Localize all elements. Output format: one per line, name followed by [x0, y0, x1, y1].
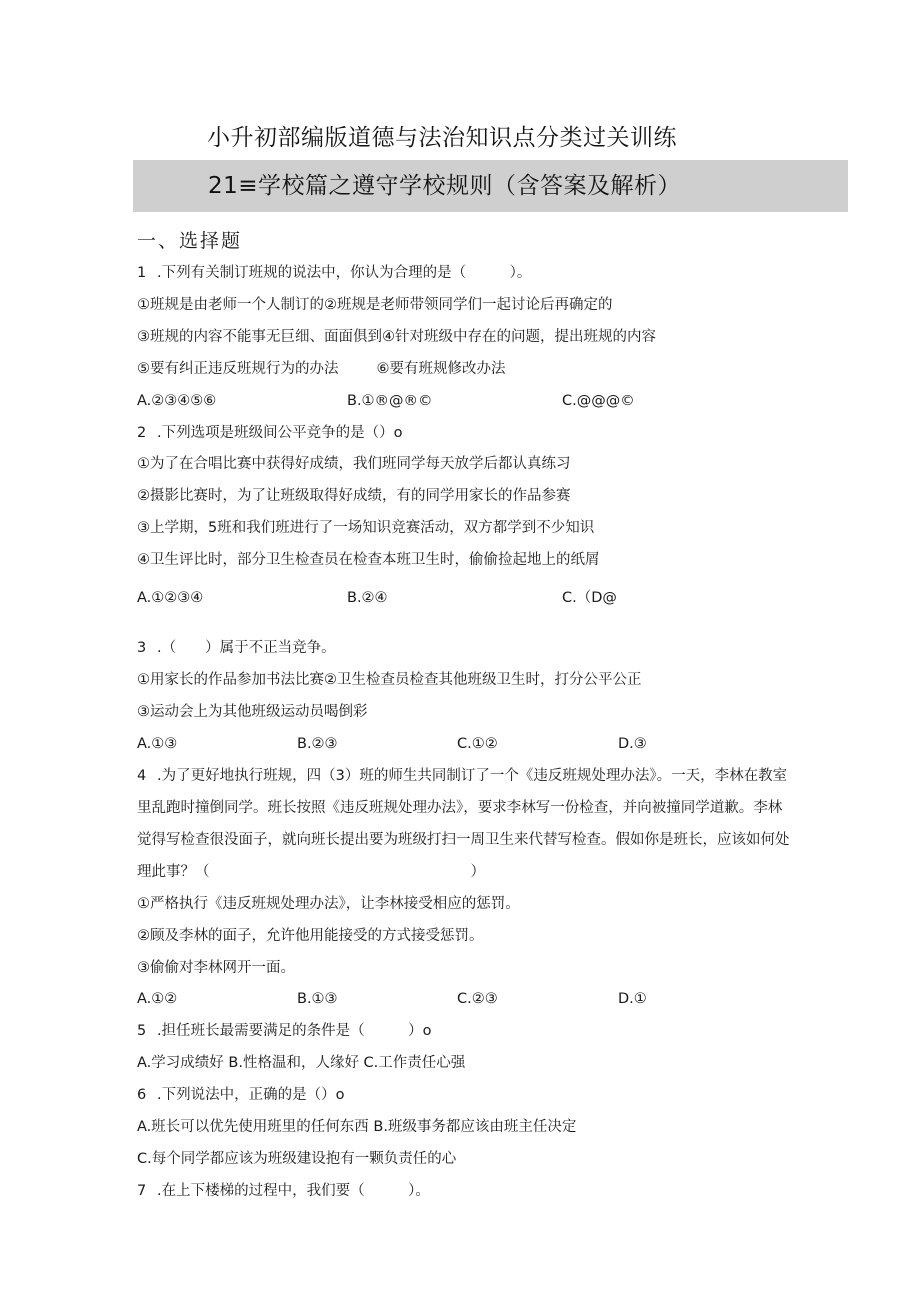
- section-heading: 一、选择题: [137, 230, 243, 252]
- question-4-statement-line: ②顾及李林的面子，允许他用能接受的方式接受惩罚。: [137, 928, 484, 944]
- question-4-text: .为了更好地执行班规，四（3）班的师生共同制订了一个《违反班规处理办法》。一天，李林在教室: [157, 768, 788, 784]
- question-1-statement-line: [137, 358, 837, 380]
- question-6-text: .下列说法中，正确的是（）o: [157, 1087, 345, 1103]
- question-6-number: 6: [137, 1087, 147, 1103]
- question-4-option-a: A.①②: [137, 991, 178, 1007]
- question-4-option-c: C.②③: [457, 991, 498, 1007]
- question-4-stem-line: 理此事？（ ）: [137, 864, 485, 880]
- question-5-stem: [137, 1020, 837, 1042]
- question-6-options-line: A.班长可以优先使用班里的任何东西 B.班级事务都应该由班主任决定: [137, 1119, 577, 1135]
- question-3-option-d: D.③: [618, 736, 647, 752]
- question-6-options-line: C.每个同学都应该为班级建设抱有一颗负责任的心: [137, 1151, 457, 1167]
- question-7-text: .在上下楼梯的过程中，我们要（ ）。: [157, 1183, 430, 1199]
- question-1-statement-line: ①班规是由老师一个人制订的②班规是老师带领同学们一起讨论后再确定的: [137, 297, 613, 313]
- question-5-number: 5: [137, 1023, 147, 1039]
- question-3-number: 3: [137, 640, 147, 656]
- question-3-option-b: B.②③: [297, 736, 338, 752]
- question-7-number: 7: [137, 1183, 147, 1199]
- question-2-stem: [137, 422, 837, 444]
- question-4-stem-line: 觉得写检查很没面子，就向班长提出要为班级打扫一周卫生来代替写检查。假如你是班长，应该如何处: [137, 832, 790, 848]
- question-3-option-a: A.①③: [137, 736, 178, 752]
- question-1-statement-6: ⑥要有班规修改办法: [376, 361, 506, 377]
- question-3-text: .（ ）属于不正当竞争。: [157, 640, 336, 656]
- question-4-stem: [137, 765, 837, 787]
- question-4-number: 4: [137, 768, 147, 784]
- question-7-stem: [137, 1180, 837, 1202]
- question-4-stem-line: 里乱跑时撞倒同学。班长按照《违反班规处理办法》，要求李林写一份检查，并向被撞同学道歉。李林: [137, 800, 783, 816]
- question-1-option-a: A.②③④⑤⑥: [137, 393, 217, 409]
- question-2-statement-line: ①为了在合唱比赛中获得好成绩，我们班同学每天放学后都认真练习: [137, 456, 571, 472]
- question-1-text: .下列有关制订班规的说法中，你认为合理的是（ ）。: [157, 265, 532, 281]
- question-2-option-a: A.①②③④: [137, 590, 204, 606]
- question-2-statement-line: ③上学期，5班和我们班进行了一场知识竞赛活动，双方都学到不少知识: [137, 520, 595, 536]
- question-4-statement-line: ③偷偷对李林网开一面。: [137, 960, 295, 976]
- question-1-statement-line: ③班规的内容不能事无巨细、面面俱到④针对班级中存在的问题，提出班规的内容: [137, 329, 656, 345]
- question-5-options: A.学习成绩好 B.性格温和，人缘好 C.工作责任心强: [137, 1055, 466, 1071]
- question-3-stem: [137, 637, 837, 659]
- document-title-line2: 21≡学校篇之遵守学校规则（含答案及解析）: [208, 173, 682, 199]
- question-2-text: .下列选项是班级间公平竞争的是（）o: [157, 425, 403, 441]
- question-2-statement-line: ④卫生评比时，部分卫生检查员在检查本班卫生时，偷偷捡起地上的纸屑: [137, 552, 600, 568]
- question-2-option-c: C.（D@: [562, 590, 617, 606]
- question-5-text: .担任班长最需要满足的条件是（ ）o: [157, 1023, 432, 1039]
- question-2-option-b: B.②④: [347, 590, 388, 606]
- question-1-stem: [137, 262, 837, 284]
- question-1-option-c: C.@@@©: [562, 393, 635, 409]
- question-4-statement-line: ①严格执行《违反班规处理办法》，让李林接受相应的惩罚。: [137, 896, 520, 912]
- question-1-option-b: B.①®@®©: [347, 393, 433, 409]
- question-2-number: 2: [137, 425, 147, 441]
- question-6-stem: [137, 1084, 837, 1106]
- question-3-statement-line: ①用家长的作品参加书法比赛②卫生检查员检查其他班级卫生时，打分公平公正: [137, 672, 642, 688]
- question-1-statement-5: ⑤要有纠正违反班规行为的办法: [137, 361, 339, 377]
- question-1-number: 1: [137, 265, 147, 281]
- question-2-statement-line: ②摄影比赛时，为了让班级取得好成绩，有的同学用家长的作品参赛: [137, 488, 571, 504]
- question-3-option-c: C.①②: [457, 736, 498, 752]
- question-3-statement-line: ③运动会上为其他班级运动员喝倒彩: [137, 704, 368, 720]
- question-4-option-b: B.①③: [297, 991, 338, 1007]
- question-4-option-d: D.①: [618, 991, 647, 1007]
- document-title-line1: 小升初部编版道德与法治知识点分类过关训练: [207, 125, 677, 151]
